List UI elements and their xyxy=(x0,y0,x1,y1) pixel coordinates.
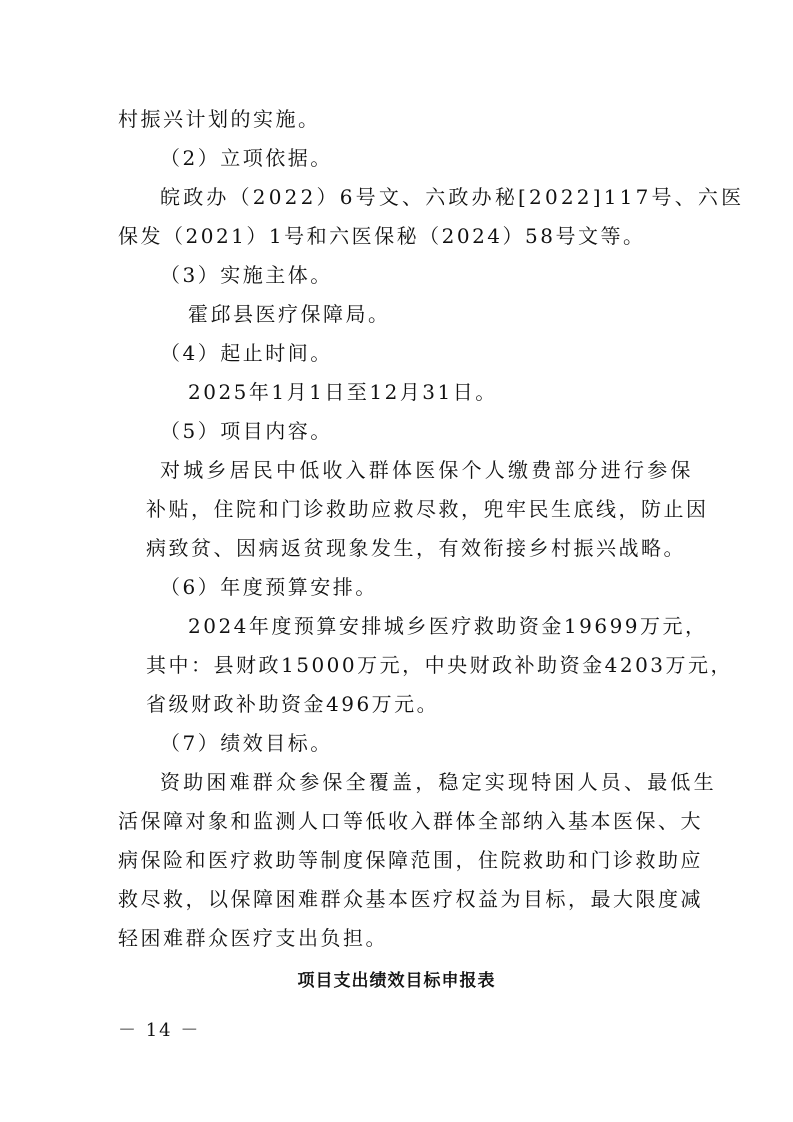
section-heading: （6）年度预算安排。 xyxy=(160,575,378,599)
paragraph-line: 保发（2021）1号和六医保秘（2024）58号文等。 xyxy=(118,224,646,248)
page-number: － 14 － xyxy=(118,1020,201,1041)
section-heading: （2）立项依据。 xyxy=(160,146,333,170)
section-heading: （7）绩效目标。 xyxy=(160,731,333,755)
paragraph-line: 病保险和医疗救助等制度保障范围，住院救助和门诊救助应 xyxy=(118,848,703,872)
paragraph-line: 活保障对象和监测人口等低收入群体全部纳入基本医保、大 xyxy=(118,809,703,833)
paragraph-line: 资助困难群众参保全覆盖，稳定实现特困人员、最低生 xyxy=(160,770,717,794)
paragraph-line: 2024年度预算安排城乡医疗救助资金19699万元， xyxy=(188,614,708,638)
section-heading: （3）实施主体。 xyxy=(160,263,333,287)
paragraph-line: 皖政办（2022）6号文、六政办秘[2022]117号、六医 xyxy=(160,185,745,209)
paragraph-line: 对城乡居民中低收入群体医保个人缴费部分进行参保 xyxy=(160,458,694,482)
paragraph-line: 村振兴计划的实施。 xyxy=(118,107,321,131)
paragraph-line: 救尽救，以保障困难群众基本医疗权益为目标，最大限度减 xyxy=(118,887,703,911)
section-heading: （4）起止时间。 xyxy=(160,341,333,365)
paragraph-line: 补贴，住院和门诊救助应救尽救，兜牢民生底线，防止因 xyxy=(146,497,709,521)
paragraph-line: 病致贫、因病返贫现象发生，有效衔接乡村振兴战略。 xyxy=(146,536,686,560)
section-heading: （5）项目内容。 xyxy=(160,419,333,443)
paragraph-line: 轻困难群众医疗支出负担。 xyxy=(118,926,388,950)
table-title: 项目支出绩效目标申报表 xyxy=(297,971,496,991)
paragraph-line: 霍邱县医疗保障局。 xyxy=(188,302,391,326)
paragraph-line: 省级财政补助资金496万元。 xyxy=(146,692,440,716)
paragraph-line: 2025年1月1日至12月31日。 xyxy=(188,380,498,404)
paragraph-line: 其中：县财政15000万元，中央财政补助资金4203万元， xyxy=(146,653,734,677)
